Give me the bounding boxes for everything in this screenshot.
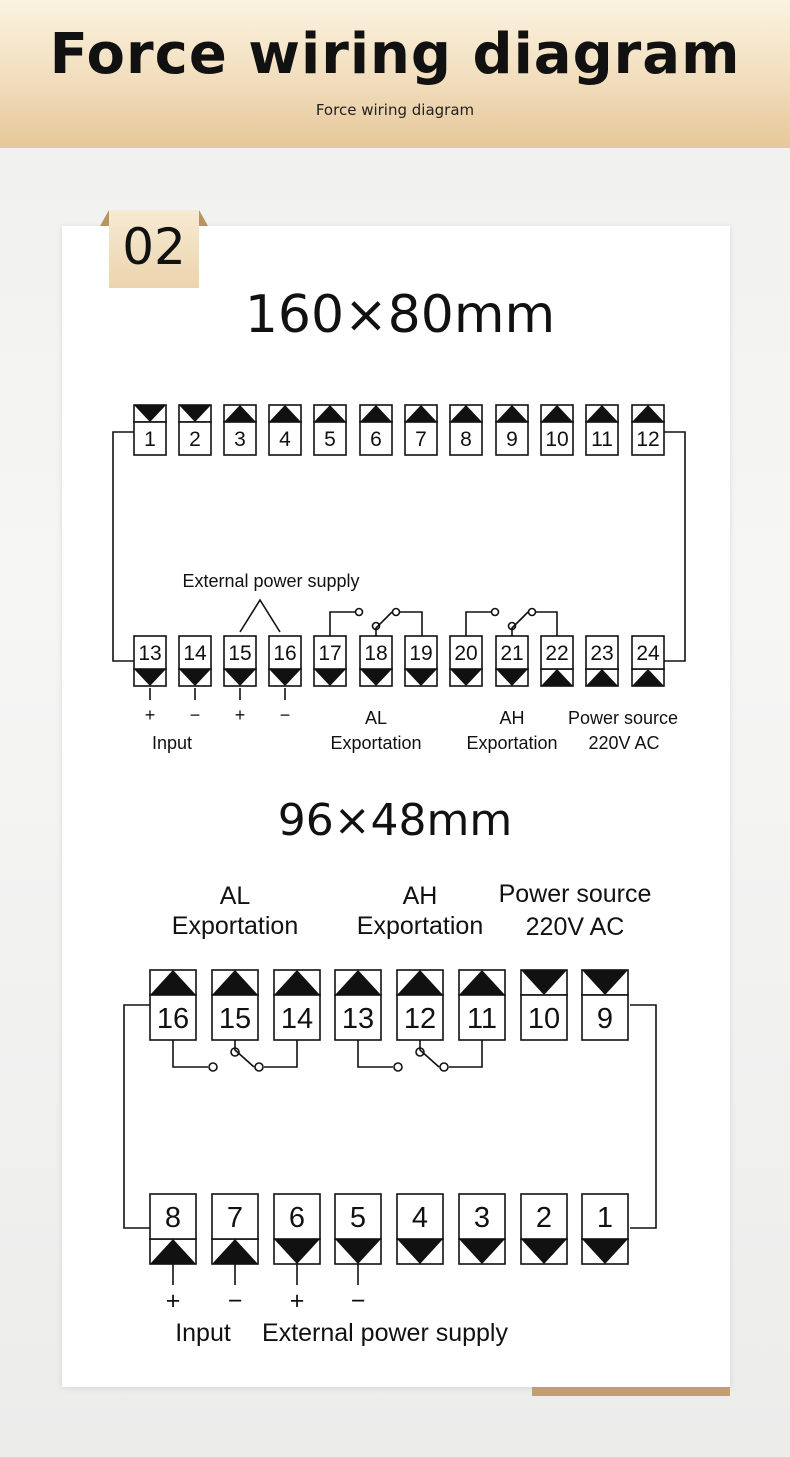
- d2-terminal-10-number: 10: [527, 1002, 561, 1035]
- d2-terminal-12-number: 12: [403, 1002, 437, 1035]
- d1-terminal-17-number: 17: [318, 642, 342, 666]
- d1-wire-ticks: [150, 688, 285, 700]
- d1-ah-relay: [466, 609, 557, 637]
- d1-terminal-18-number: 18: [364, 642, 388, 666]
- d1-external-power-label: External power supply: [182, 571, 360, 591]
- d2-terminal-8: [150, 1194, 196, 1264]
- d1-terminal-16-number: 16: [273, 642, 297, 666]
- d2-ext-minus: −: [350, 1287, 366, 1315]
- d2-power-label: Power source: [498, 880, 652, 908]
- d1-terminal-5: [314, 405, 346, 455]
- d2-terminal-7-number: 7: [226, 1201, 244, 1234]
- d2-input-label: Input: [175, 1319, 231, 1347]
- d1-terminal-16: [269, 636, 301, 686]
- d1-al-relay: [330, 609, 422, 637]
- d2-terminal-16-number: 16: [156, 1002, 190, 1035]
- d1-terminal-21-number: 21: [500, 642, 524, 666]
- d1-terminal-8: [450, 405, 482, 455]
- d2-terminal-4: [397, 1194, 443, 1264]
- d2-terminal-9-number: 9: [596, 1002, 614, 1035]
- d1-terminal-23-number: 23: [590, 642, 614, 666]
- d2-frame: [124, 1002, 656, 1228]
- page-title: Force wiring diagram: [49, 22, 741, 87]
- d1-terminal-9-number: 9: [506, 428, 518, 452]
- d1-terminal-21: [496, 636, 528, 686]
- d2-al-relay: [173, 1040, 297, 1071]
- d1-terminal-22: [541, 636, 573, 686]
- d2-ah-label: AH: [402, 882, 438, 910]
- d2-terminal-10: [521, 970, 567, 1040]
- d2-terminal-6-number: 6: [288, 1201, 306, 1234]
- d1-terminal-22-number: 22: [545, 642, 569, 666]
- d1-terminal-17: [314, 636, 346, 686]
- d2-terminal-5-number: 5: [349, 1201, 367, 1234]
- d2-terminal-11-number: 11: [466, 1002, 498, 1035]
- d1-input-plus: +: [144, 705, 156, 725]
- d1-terminal-4-number: 4: [279, 428, 291, 452]
- d2-terminal-16: [150, 970, 196, 1040]
- d2-terminal-14-number: 14: [280, 1002, 314, 1035]
- d1-terminal-5-number: 5: [324, 428, 336, 452]
- d1-terminal-15: [224, 636, 256, 686]
- d1-terminal-1: [134, 405, 166, 455]
- d1-input-minus: −: [189, 705, 201, 725]
- d1-terminal-24-number: 24: [636, 642, 660, 666]
- d2-terminal-3-number: 3: [473, 1201, 491, 1234]
- d1-terminal-23: [586, 636, 618, 686]
- d1-terminal-10: [541, 405, 573, 455]
- page-subtitle: Force wiring diagram: [315, 101, 475, 119]
- d1-dimension-label: 160×80mm: [244, 285, 556, 345]
- d1-terminal-3-number: 3: [234, 428, 246, 452]
- d1-terminal-10-number: 10: [545, 428, 569, 452]
- d2-terminal-9: [582, 970, 628, 1040]
- d2-al-sub: Exportation: [171, 912, 299, 940]
- d1-terminal-15-number: 15: [228, 642, 252, 666]
- d1-terminal-20-number: 20: [454, 642, 478, 666]
- d2-ah-relay: [358, 1040, 482, 1071]
- d1-terminal-7: [405, 405, 437, 455]
- d2-terminal-1: [582, 1194, 628, 1264]
- d1-terminal-3: [224, 405, 256, 455]
- d2-terminal-1-number: 1: [596, 1201, 614, 1234]
- d1-al-sub: Exportation: [330, 733, 422, 753]
- d1-ext-minus: −: [279, 705, 291, 725]
- d1-terminal-19-number: 19: [409, 642, 433, 666]
- d1-terminal-1-number: 1: [144, 428, 156, 452]
- d1-ah-label: AH: [499, 708, 525, 728]
- d1-power-label: Power source: [567, 708, 679, 728]
- d1-terminal-18: [360, 636, 392, 686]
- d2-wire-ticks: [173, 1262, 358, 1285]
- d2-terminal-15-number: 15: [218, 1002, 252, 1035]
- d1-terminal-12: [632, 405, 664, 455]
- d2-terminal-12: [397, 970, 443, 1040]
- d1-terminal-6: [360, 405, 392, 455]
- d1-terminal-11-number: 11: [591, 428, 613, 452]
- d2-input-plus: +: [165, 1287, 181, 1315]
- d1-terminal-20: [450, 636, 482, 686]
- d2-dimension-label: 96×48mm: [277, 795, 513, 846]
- d1-terminal-2: [179, 405, 211, 455]
- d2-terminal-13: [335, 970, 381, 1040]
- d2-terminal-14: [274, 970, 320, 1040]
- d1-terminal-19: [405, 636, 437, 686]
- d2-terminal-4-number: 4: [411, 1201, 429, 1234]
- d1-terminal-6-number: 6: [370, 428, 382, 452]
- d2-ah-sub: Exportation: [356, 912, 484, 940]
- section-number: 02: [122, 218, 186, 276]
- d1-terminal-14-number: 14: [183, 642, 207, 666]
- d1-terminal-12-number: 12: [636, 428, 660, 452]
- d2-terminal-8-number: 8: [164, 1201, 182, 1234]
- d1-terminal-13-number: 13: [138, 642, 162, 666]
- d2-power-sub: 220V AC: [525, 913, 625, 941]
- d2-terminal-11: [459, 970, 505, 1040]
- d2-external-power-label: External power supply: [262, 1319, 508, 1347]
- d1-frame: [113, 432, 685, 661]
- d1-terminal-2-number: 2: [189, 428, 201, 452]
- d1-terminal-11: [586, 405, 618, 455]
- d1-ext-power-bracket: [240, 600, 280, 632]
- d2-terminal-6: [274, 1194, 320, 1264]
- d2-terminal-2-number: 2: [535, 1201, 553, 1234]
- d2-terminal-7: [212, 1194, 258, 1264]
- d1-input-label: Input: [151, 733, 193, 753]
- d1-terminal-4: [269, 405, 301, 455]
- d1-power-sub: 220V AC: [588, 733, 660, 753]
- d2-terminal-13-number: 13: [341, 1002, 375, 1035]
- d2-terminal-2: [521, 1194, 567, 1264]
- d1-terminal-7-number: 7: [415, 428, 427, 452]
- d1-al-label: AL: [364, 708, 388, 728]
- d1-terminal-24: [632, 636, 664, 686]
- d2-terminal-3: [459, 1194, 505, 1264]
- d1-ah-sub: Exportation: [466, 733, 558, 753]
- d1-ext-plus: +: [234, 705, 246, 725]
- d1-terminal-14: [179, 636, 211, 686]
- d1-terminal-8-number: 8: [460, 428, 472, 452]
- d2-terminal-15: [212, 970, 258, 1040]
- d2-al-label: AL: [219, 882, 251, 910]
- d1-terminal-13: [134, 636, 166, 686]
- d2-input-minus: −: [227, 1287, 243, 1315]
- d1-terminal-9: [496, 405, 528, 455]
- d2-ext-plus: +: [289, 1287, 305, 1315]
- d2-terminal-5: [335, 1194, 381, 1264]
